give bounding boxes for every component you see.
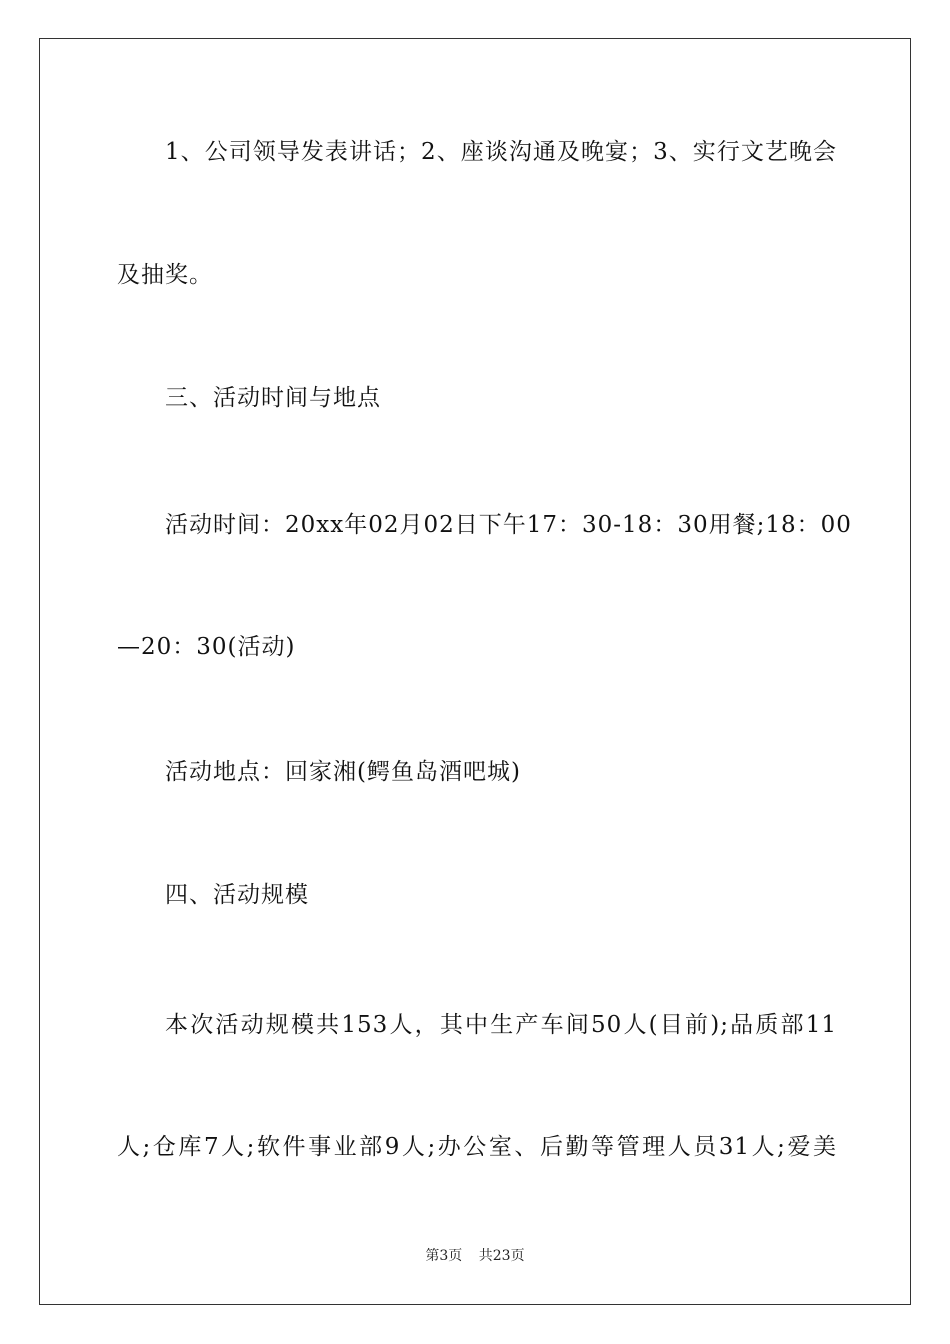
page-frame: [39, 38, 911, 1305]
section-heading-scale: 四、活动规模: [165, 882, 309, 908]
paragraph-agenda-line-2: 及抽奖。: [117, 262, 213, 288]
paragraph-agenda-line-1: 1、公司领导发表讲话；2、座谈沟通及晚宴；3、实行文艺晚会: [165, 139, 837, 165]
page-total: 共23页: [478, 1248, 525, 1264]
paragraph-time-line-1: 活动时间：20xx年02月02日下午17：30-18：30用餐;18：00: [165, 512, 852, 538]
paragraph-scale-line-1: 本次活动规模共153人，其中生产车间50人(目前);品质部11: [165, 1012, 837, 1038]
paragraph-scale-line-2: 人;仓库7人;软件事业部9人;办公室、后勤等管理人员31人;爱美: [117, 1134, 837, 1160]
page-footer: [0, 1245, 950, 1265]
paragraph-location: 活动地点：回家湘(鳄鱼岛酒吧城): [165, 759, 521, 785]
section-heading-time-place: 三、活动时间与地点: [165, 385, 381, 411]
paragraph-time-line-2: —20：30(活动): [117, 634, 296, 660]
page-number: 第3页: [425, 1248, 463, 1264]
